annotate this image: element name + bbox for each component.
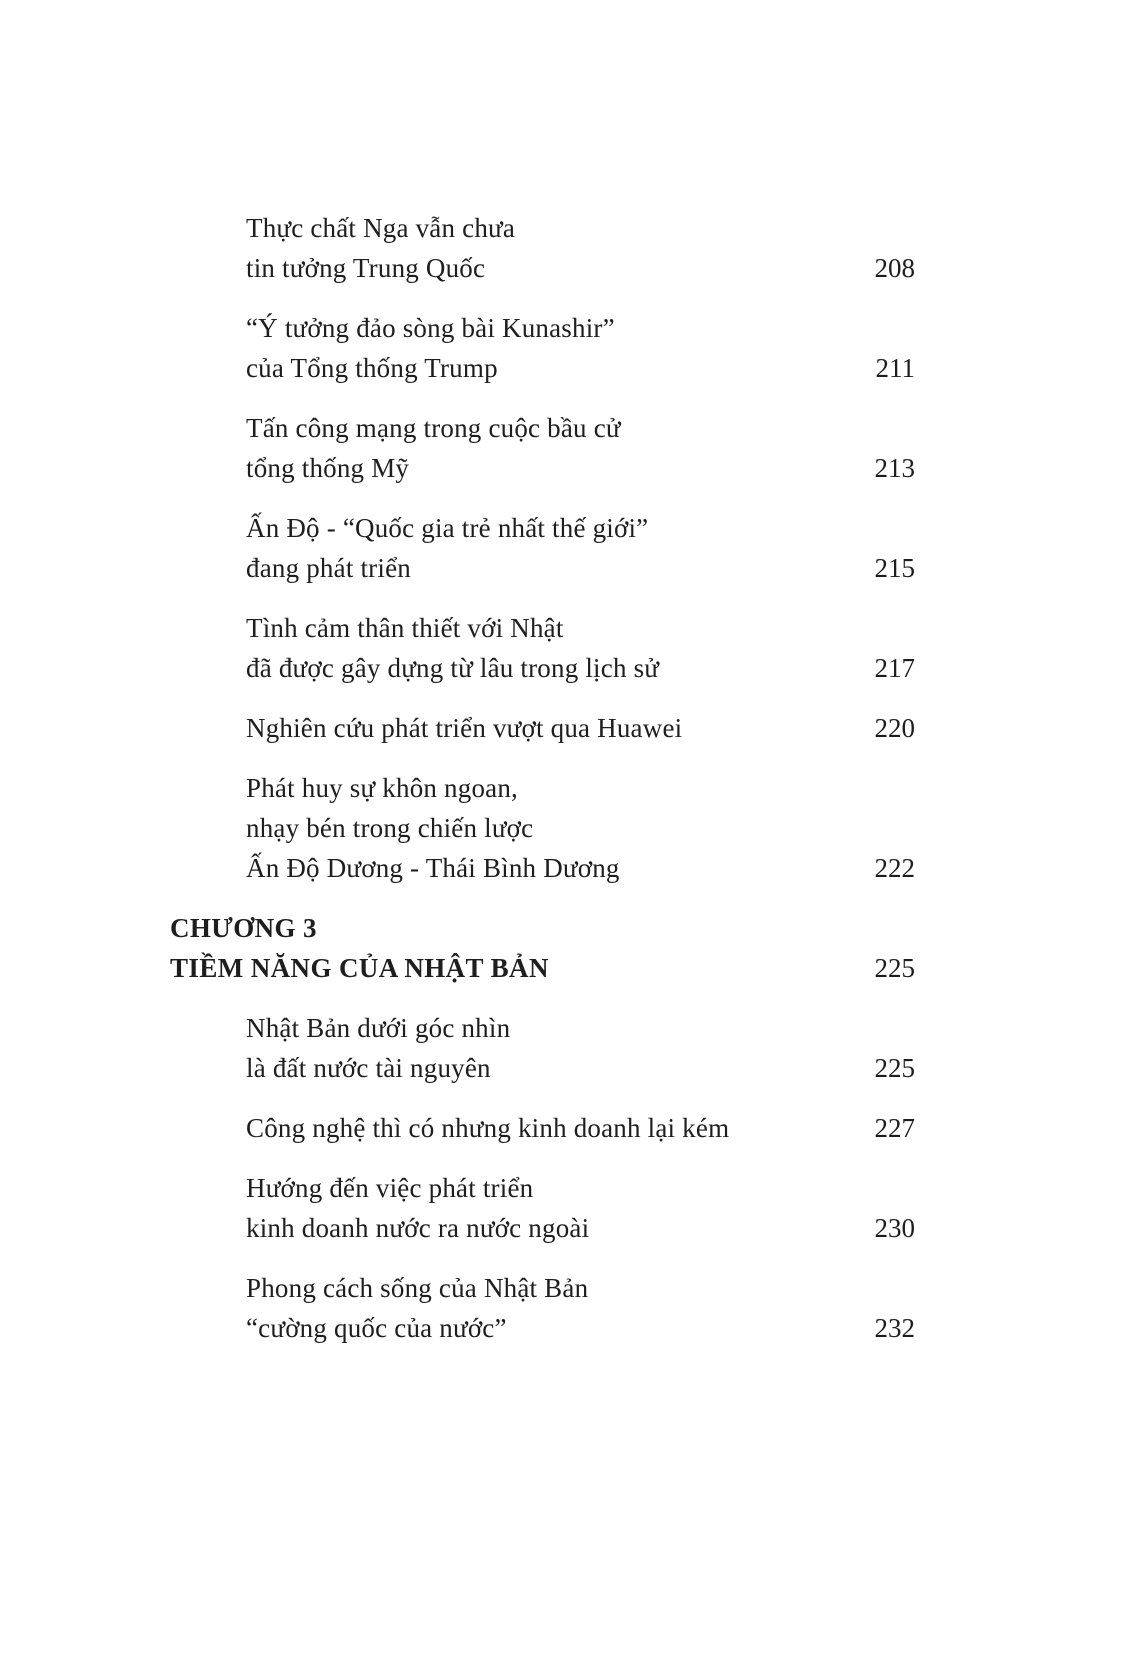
toc-entry — [170, 768, 915, 888]
toc-page-number: 215 — [874, 553, 915, 583]
toc-page-number: 225 — [874, 953, 915, 983]
toc-entry — [170, 1108, 915, 1148]
toc-page-number: 222 — [874, 853, 915, 883]
toc-entry — [170, 508, 915, 588]
toc-chapter-heading — [170, 908, 915, 988]
toc-entry-title — [170, 608, 659, 688]
toc-title-line: Ấn Độ - “Quốc gia trẻ nhất thế giới” — [246, 513, 649, 543]
toc-entry — [170, 208, 915, 288]
toc-title-line: Phong cách sống của Nhật Bản — [246, 1273, 589, 1303]
toc-title-line: tin tưởng Trung Quốc — [246, 253, 486, 283]
toc-entry-title — [170, 1168, 589, 1248]
toc-entry-title — [170, 408, 621, 488]
toc-entry — [170, 708, 915, 748]
toc-entry — [170, 408, 915, 488]
toc-entry-title — [170, 708, 682, 748]
toc-list — [170, 208, 915, 1348]
toc-entry-title — [170, 508, 648, 588]
toc-page-number: 208 — [874, 253, 915, 283]
toc-entry — [170, 1268, 915, 1348]
toc-title-line: đã được gây dựng từ lâu trong lịch sử — [246, 653, 660, 683]
toc-title-line: đang phát triển — [246, 553, 411, 583]
toc-title-line: “cường quốc của nước” — [246, 1313, 507, 1343]
toc-title-line: Công nghệ thì có nhưng kinh doanh lại kém — [246, 1113, 730, 1143]
toc-title-line: Tình cảm thân thiết với Nhật — [246, 613, 564, 643]
toc-entry-title — [170, 208, 515, 288]
toc-entry — [170, 308, 915, 388]
toc-page-number: 217 — [874, 653, 915, 683]
toc-page-number: 232 — [874, 1313, 915, 1343]
toc-entry-title — [170, 1108, 729, 1148]
toc-title-line: là đất nước tài nguyên — [246, 1053, 491, 1083]
toc-title-line: Thực chất Nga vẫn chưa — [246, 213, 516, 243]
toc-entry-title — [170, 1008, 510, 1088]
toc-page-number: 211 — [875, 353, 915, 383]
toc-title-line: TIỀM NĂNG CỦA NHẬT BẢN — [170, 953, 549, 983]
toc-entry — [170, 608, 915, 688]
toc-title-line: Hướng đến việc phát triển — [246, 1173, 534, 1203]
toc-title-line: Ấn Độ Dương - Thái Bình Dương — [246, 853, 620, 883]
toc-chapter-title — [170, 908, 549, 988]
toc-title-line: nhạy bén trong chiến lược — [246, 813, 534, 843]
toc-title-line: Nhật Bản dưới góc nhìn — [246, 1013, 511, 1043]
toc-title-line: kinh doanh nước ra nước ngoài — [246, 1213, 590, 1243]
toc-title-line: Nghiên cứu phát triển vượt qua Huawei — [246, 713, 683, 743]
toc-page-number: 230 — [874, 1213, 915, 1243]
toc-entry-title — [170, 1268, 588, 1348]
toc-title-line: “Ý tưởng đảo sòng bài Kunashir” — [246, 313, 615, 343]
toc-page-number: 225 — [874, 1053, 915, 1083]
toc-entry-title — [170, 308, 615, 388]
toc-entry — [170, 1008, 915, 1088]
toc-entry-title — [170, 768, 620, 888]
toc-title-line: CHƯƠNG 3 — [170, 913, 317, 943]
toc-page-number: 227 — [874, 1113, 915, 1143]
toc-title-line: tổng thống Mỹ — [246, 453, 410, 483]
toc-title-line: của Tổng thống Trump — [246, 353, 498, 383]
toc-page-number: 213 — [874, 453, 915, 483]
toc-entry — [170, 1168, 915, 1248]
toc-title-line: Phát huy sự khôn ngoan, — [246, 773, 518, 803]
toc-page-number: 220 — [874, 713, 915, 743]
toc-title-line: Tấn công mạng trong cuộc bầu cử — [246, 413, 621, 443]
